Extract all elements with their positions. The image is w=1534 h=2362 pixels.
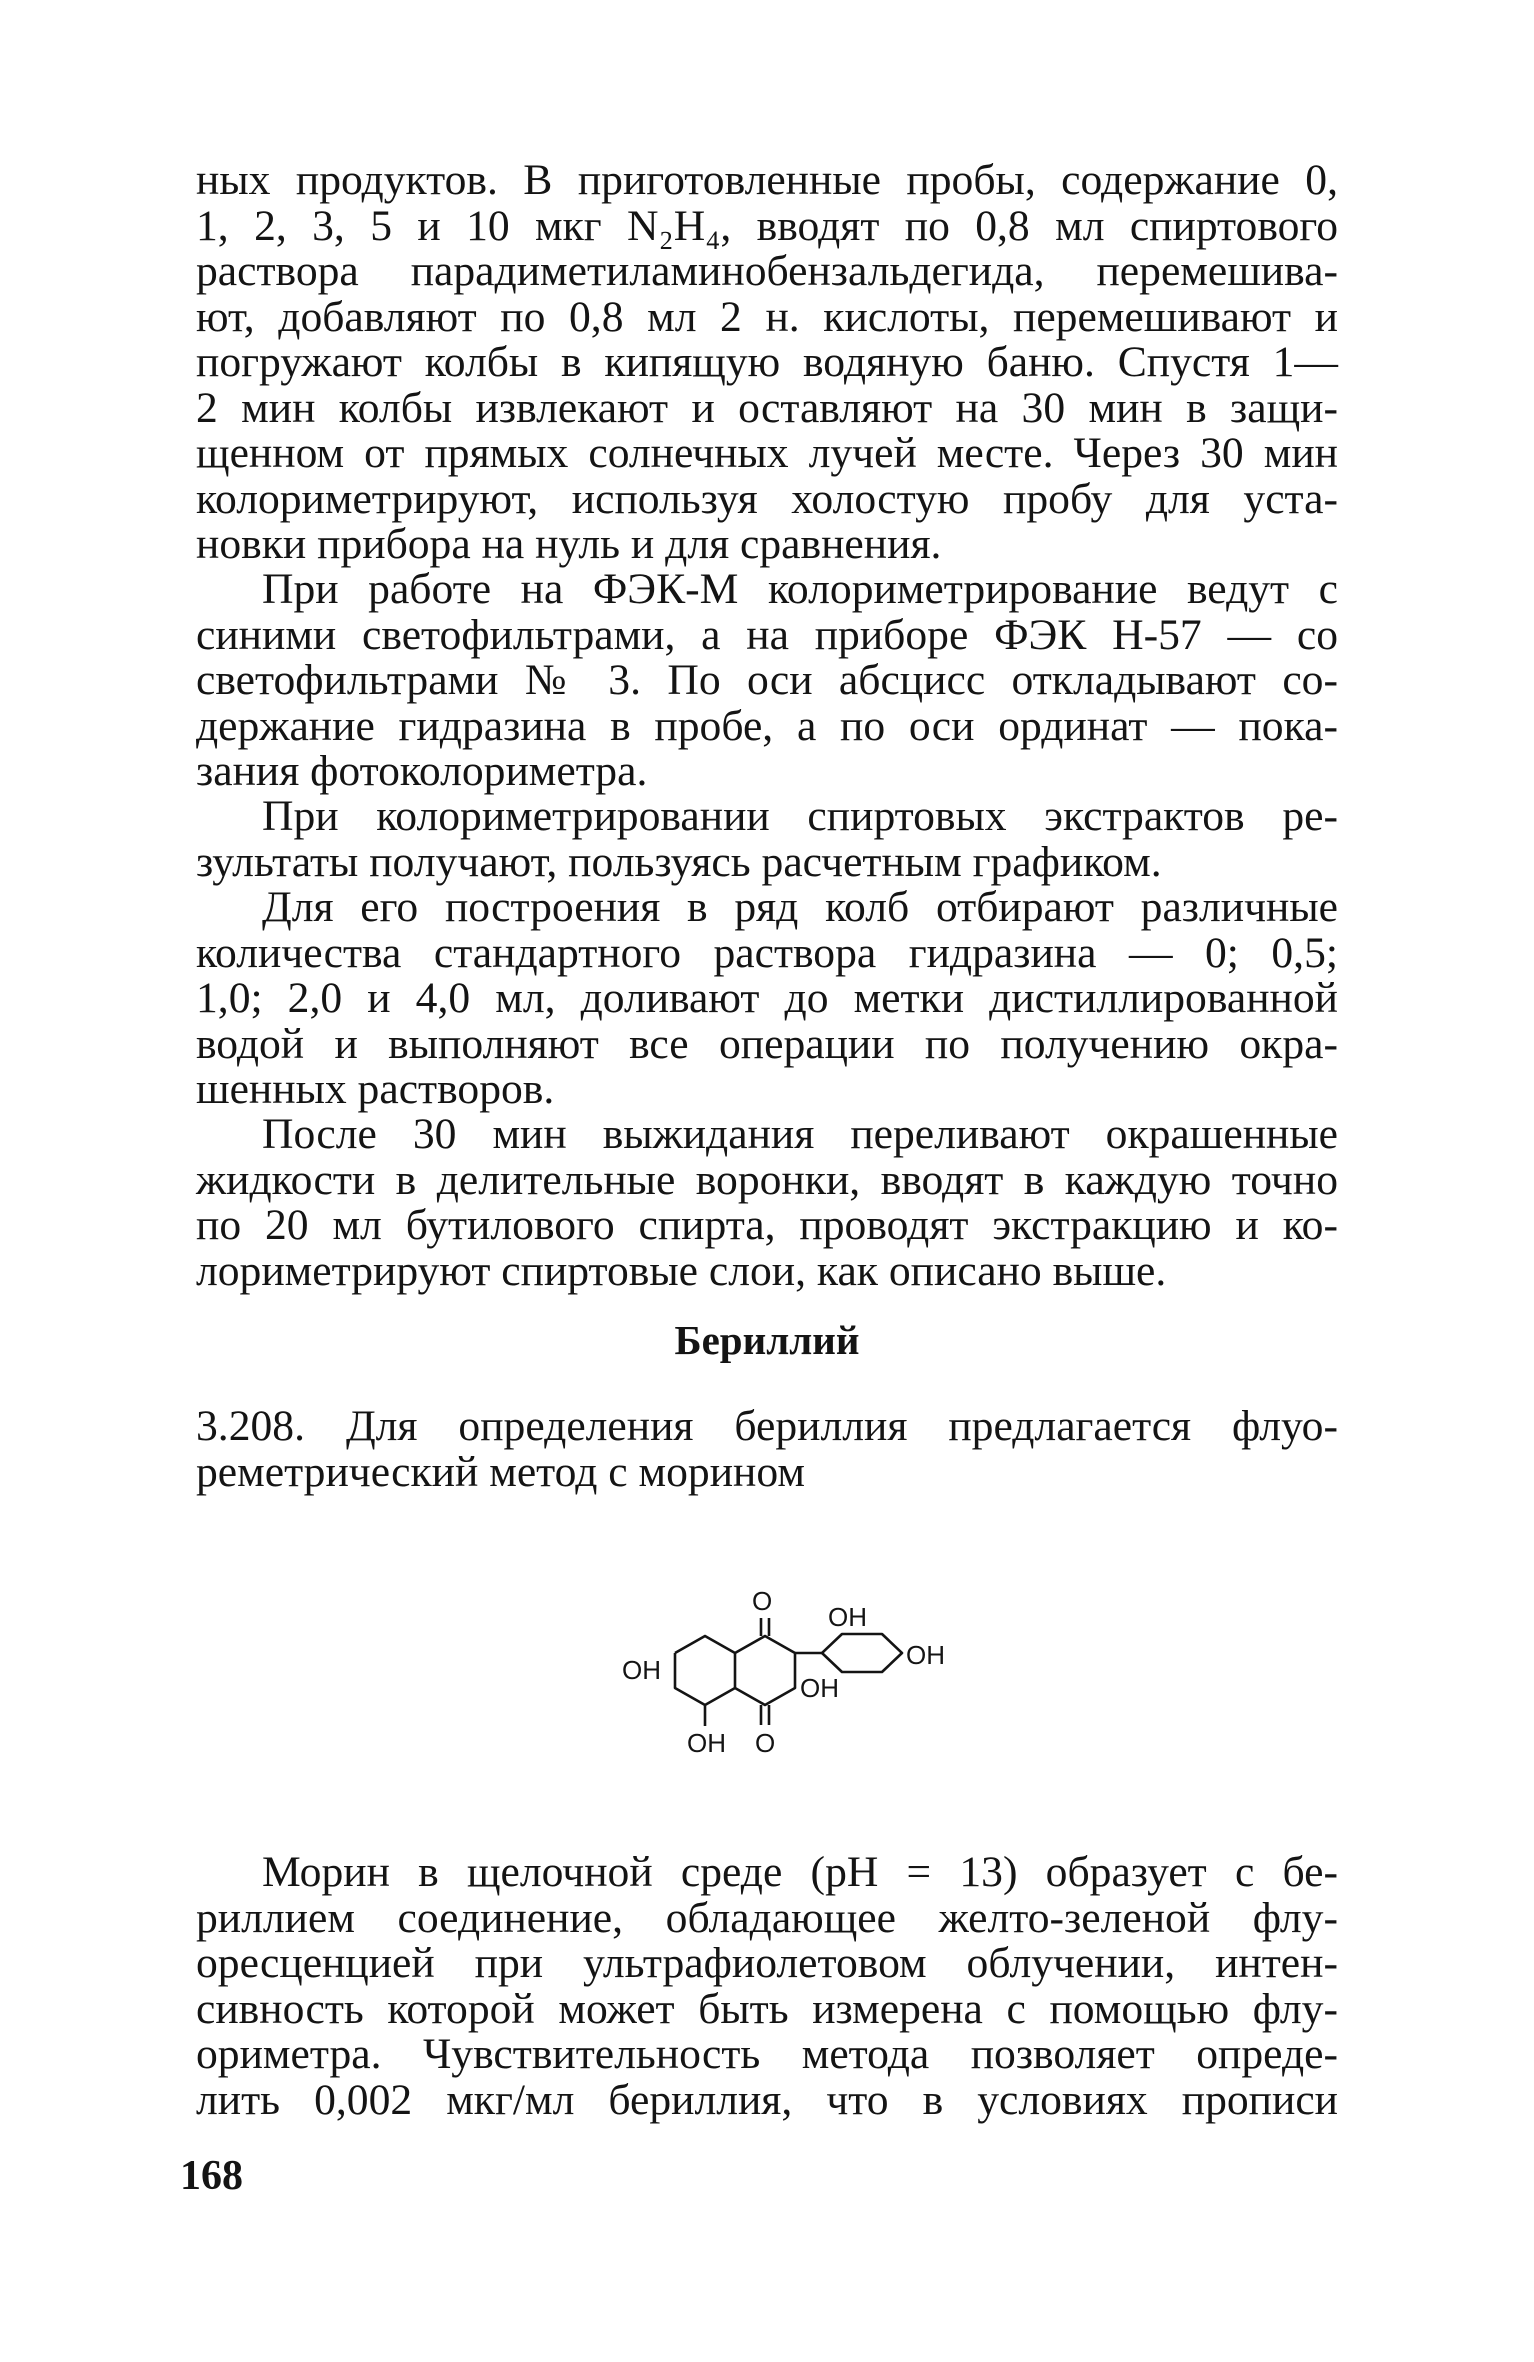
hydroxyl-label: OH [906,1640,945,1670]
text-line: жидкости в делительные воронки, вводят в каждую точно [196,1155,1338,1204]
paragraph-alcohol-extracts [196,794,1338,885]
text-line: количества стандартного раствора гидразина — 0; 0,5; [196,928,1338,977]
text-line: сивность которой может быть измерена с помощью флу- [196,1984,1338,2033]
text-line: При колориметрировании спиртовых экстрактов ре- [262,792,1338,840]
paragraph-fek-filters [196,567,1338,795]
paragraph-calibration-graph [196,885,1338,1113]
oxo-label: O [755,1728,776,1758]
text-line: светофильтрами № 3. По оси абсцисс откладывают со- [196,656,1338,704]
text-line: ют, добавляют по 0,8 мл 2 н. кислоты, перемешивают и [196,292,1338,341]
paragraph-beryllium-method [196,1404,1338,1495]
text-line: реметрический метод с морином [196,1447,805,1496]
hydroxyl-label: OH [687,1728,726,1758]
text-line: водой и выполняют все операции по получению окра- [196,1019,1338,1068]
paragraph-hydrazine-procedure [196,158,1338,568]
text-line: лить 0,002 мкг/мл бериллия, что в условиях прописи [196,2075,1338,2124]
text-line: зания фотоколориметра. [196,747,648,795]
hydroxyl-label: OH [800,1673,839,1703]
formula-bonds [675,1618,902,1726]
text-line: держание гидразина в пробе, а по оси ординат — пока- [196,701,1338,750]
text-line: щенном от прямых солнечных лучей месте. Через 30 мин [196,429,1338,477]
text-line: Для его построения в ряд колб отбирают различные [262,883,1338,931]
paragraph-morin-fluorescence [196,1850,1338,2123]
text-line: по 20 мл бутилового спирта, проводят экстракцию и ко- [196,1201,1338,1249]
text-line: 2 мин колбы извлекают и оставляют на 30 мин в защи- [196,383,1338,432]
text-line: шенных растворов. [196,1065,555,1113]
text-line: ных продуктов. В приготовленные пробы, содержание 0, [196,156,1338,204]
morin-structural-formula [600,1568,1000,1838]
text-line: колориметрируют, используя холостую пробу для уста- [196,474,1338,523]
paragraph-extraction [196,1112,1338,1294]
text-line: После 30 мин выжидания переливают окрашенные [262,1110,1338,1158]
text-line: лориметрируют спиртовые слои, как описано выше. [196,1246,1167,1295]
text-line: риллием соединение, обладающее желто-зеленой флу- [196,1893,1338,1942]
text-line: новки прибора на нуль и для сравнения. [196,520,942,568]
text-line: При работе на ФЭК-М колориметрирование ведут с [262,565,1338,613]
page-number: 168 [180,2153,243,2199]
text-line: 1,0; 2,0 и 4,0 мл, доливают до метки дистиллированной [196,974,1338,1022]
text-line: погружают колбы в кипящую водяную баню. Спустя 1— [196,338,1338,386]
hydroxyl-label: OH [828,1602,867,1632]
text-line: оресценцией при ультрафиолетовом облучении, интен- [196,1939,1338,1987]
text-line: ориметра. Чувствительность метода позволяет опреде- [196,2030,1338,2078]
text-line: 3.208. Для определения бериллия предлагается флуо- [196,1402,1338,1450]
text-line: синими светофильтрами, а на приборе ФЭК Н-57 — со [196,610,1338,659]
text-line: раствора парадиметиламинобензальдегида, перемешива- [196,247,1338,295]
hydroxyl-label: OH [622,1655,661,1685]
section-heading: Бериллий [674,1317,860,1363]
text-line: 1, 2, 3, 5 и 10 мкг N₂H₄, вводят по 0,8 мл спиртового [196,201,1338,250]
text-line: зультаты получают, пользуясь расчетным графиком. [196,837,1162,886]
text-line: Морин в щелочной среде (pH = 13) образует с бе- [262,1848,1338,1896]
oxo-label: O [752,1586,773,1616]
